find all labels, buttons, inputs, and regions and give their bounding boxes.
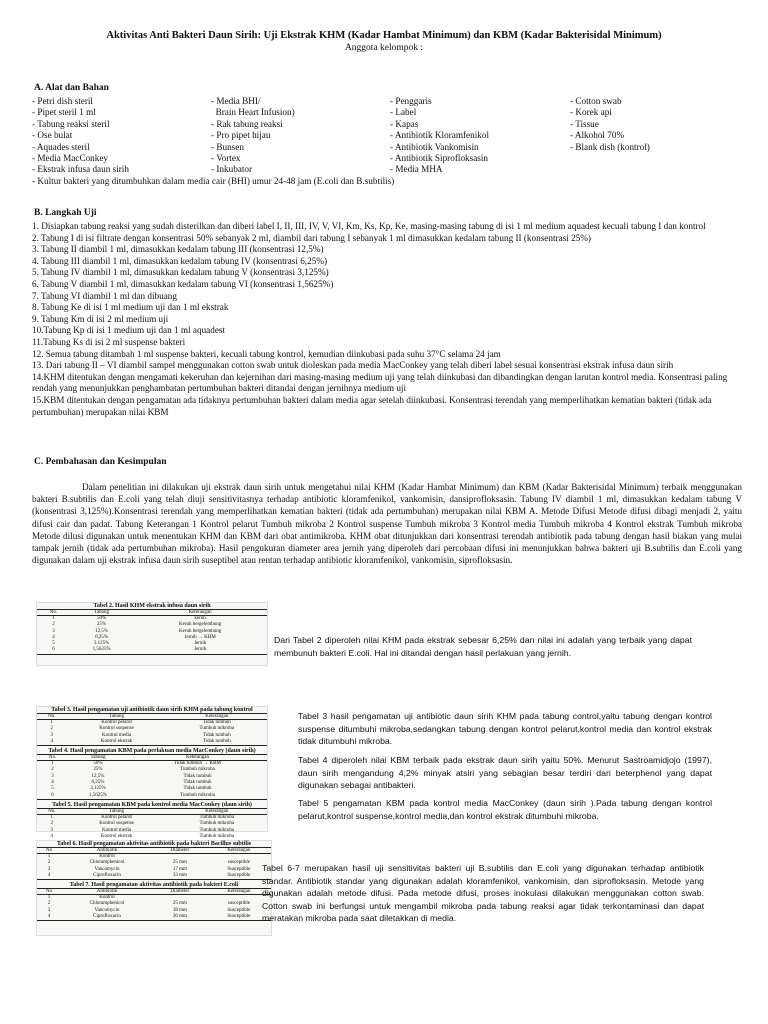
table-cell: Tidak tumbuh bbox=[183, 786, 212, 792]
step-item: 13. Dari tabung II – VI diambil sampel menggunakan cotton swab untuk dioleskan pada media MacConkey yang telah diberi label sesuai konsentrasi ekstrak infusa daun sirih bbox=[32, 360, 674, 371]
table-cell: Kontrol media bbox=[102, 827, 132, 833]
table-cell: 6,25% bbox=[91, 780, 105, 786]
tables-6-7-image bbox=[36, 840, 272, 936]
table-cell bbox=[153, 854, 207, 861]
table-cell: Jernih bbox=[133, 647, 267, 654]
step-item: 11.Tabung Ks di isi 2 ml suspense bakteri bbox=[32, 336, 186, 347]
table-header-cell: Tabung bbox=[70, 610, 133, 616]
table-row bbox=[37, 873, 271, 880]
tools-row bbox=[32, 142, 752, 153]
table-cell: Kontrol bbox=[99, 895, 115, 901]
table-cell: 4 bbox=[37, 739, 67, 746]
table-header-cell: Keterangan bbox=[128, 755, 267, 761]
table-cell bbox=[207, 854, 271, 861]
table-row bbox=[37, 793, 267, 800]
table-cell: 2 bbox=[50, 821, 53, 827]
tool-item: - Aquades steril bbox=[32, 141, 90, 152]
table-cell: Kontrol ekstrak bbox=[67, 834, 167, 841]
tool-item: - Antibiotik Kloramfenikol bbox=[390, 130, 490, 141]
tools-and-materials-list bbox=[32, 96, 752, 187]
tools-row bbox=[32, 153, 752, 164]
tool-item: - Inkubator bbox=[211, 164, 253, 175]
table-cell: Tumbuh mikroba bbox=[180, 767, 215, 773]
step-item: 12. Semua tabung ditambah 1 ml suspense bakteri, kecuali tabung kontrol, kemudian diinkubasi pada suhu 37°C selama 24 jam bbox=[32, 348, 501, 359]
table-cell: Jernih bbox=[194, 641, 207, 647]
table-2-note: Dari Tabel 2 diperoleh nilai KHM pada ekstrak sebesar 6,25% dan nilai ini adalah yang terbaik yang dapat membunuh bakteri E.coli. Hal ini ditandai dengan hasil perlakuan yang jernih. bbox=[274, 635, 692, 658]
tool-item: - Ekstrak infusa daun sirih bbox=[32, 164, 129, 175]
step-item: 15.KBM ditentukan dengan pengamatan ada tidaknya pertumbuhan bakteri dalam media agar setelah diinkubasi. Konsentrasi terendah yang memperlihatkan kematian bakteri (tidak ada pertumbuhan) merupakan nilai KBM bbox=[32, 394, 712, 417]
table-header-cell: Antibiotik bbox=[61, 889, 153, 895]
table-cell: Susceptible bbox=[207, 914, 271, 921]
table-header-cell: No. bbox=[37, 808, 67, 814]
table-cell: 25% bbox=[96, 622, 107, 628]
table-header-cell: No bbox=[37, 848, 61, 854]
table-header-cell: Keterangan bbox=[167, 808, 267, 814]
step-item: 9. Tabung Km di isi 2 ml medium uji bbox=[32, 313, 169, 324]
table-2-caption: Tabel 2. Hasil KHM ekstrak infusa daun sirih bbox=[93, 603, 211, 609]
tool-item: - Bunsen bbox=[211, 141, 244, 152]
tool-item: - Vortex bbox=[211, 153, 241, 164]
table-cell: Tidak tumbuh bbox=[183, 773, 212, 779]
table-cell: Tumbuh mikroba bbox=[199, 726, 235, 732]
table-cell: 3 bbox=[50, 732, 53, 738]
table-cell: Kontrol bbox=[99, 854, 115, 859]
table-cell: keruh bbox=[194, 616, 206, 621]
group-label: Anggota kelompok : bbox=[344, 43, 424, 53]
table-cell: 17 mm bbox=[172, 866, 187, 872]
table-2-image bbox=[36, 602, 268, 666]
table-cell: susceptible bbox=[227, 860, 250, 866]
tool-item: - Cotton swab bbox=[570, 96, 622, 106]
table-cell: Keruh bergelembung bbox=[178, 628, 222, 634]
table-5-note: Tabel 5 pengamatan KBM pada kontrol media MacConkey (daun sirih ).Pada tabung dengan kontrol pelarut,kontrol suspense,kontrol media,dan kontrol ekstrak ditumbuhi mikroba. bbox=[298, 798, 712, 821]
table-cell: Vancomycin bbox=[94, 907, 120, 913]
table-7 bbox=[37, 888, 271, 921]
table-cell: Kontrol suspense bbox=[99, 726, 134, 732]
step-item: 2. Tabung I di isi filtrate dengan konsentrasi 50% sebanyak 2 ml, diambil dari tabung I sebanyak 1 ml dimasukkan kedalam tabung II (konsentrasi 25%) bbox=[32, 232, 591, 243]
table-cell: 3 bbox=[47, 866, 51, 872]
table-cell: 25 mm bbox=[172, 901, 187, 907]
table-2 bbox=[37, 609, 267, 655]
table-header-cell: Tabung bbox=[68, 755, 128, 761]
table-cell: Kontrol ekstrak bbox=[67, 739, 167, 746]
tool-item: - Media BHI/ bbox=[211, 96, 261, 106]
tool-item: - Antibiotik Siprofloksasin bbox=[390, 153, 489, 164]
step-item: 4. Tabung III diambil 1 ml, dimasukkan kedalam tabung IV (konsentrasi 6,25%) bbox=[32, 255, 327, 266]
document-title: Aktivitas Anti Bakteri Daun Sirih: Uji Ekstrak KHM (Kadar Hambat Minimum) dan KBM (Kadar Bakterisidal Minimum) bbox=[106, 30, 662, 41]
table-cell: 4 bbox=[37, 834, 67, 841]
table-cell: Chloramphenicol bbox=[89, 860, 125, 866]
table-cell: Susceptible bbox=[207, 873, 271, 880]
table-row bbox=[37, 739, 267, 746]
table-row bbox=[37, 895, 271, 902]
step-item: 8. Tabung Ke di isi 1 ml medium uji dan 1 ml ekstrak bbox=[32, 302, 229, 313]
table-header-cell: Keterangan bbox=[133, 610, 267, 616]
table-cell: Kontrol pelarut bbox=[101, 720, 132, 725]
table-cell: Ciprofloxacin bbox=[61, 873, 153, 880]
section-c-heading: C. Pembahasan dan Kesimpulan bbox=[34, 457, 167, 467]
table-cell: 4 bbox=[37, 873, 61, 880]
table-header-cell: Diameter bbox=[153, 889, 207, 895]
table-cell: 25% bbox=[93, 767, 103, 773]
tool-item: - Antibiotik Vankomisin bbox=[390, 141, 479, 152]
table-cell: 6,25% bbox=[95, 634, 109, 640]
tool-item: - Alkohol 70% bbox=[570, 130, 625, 141]
table-cell: 1 bbox=[47, 854, 51, 859]
table-row bbox=[37, 647, 267, 654]
table-3 bbox=[37, 713, 267, 746]
table-cell: 3 bbox=[47, 907, 51, 913]
tool-item: - Media MacConkey bbox=[32, 153, 109, 164]
table-cell: 30 mm bbox=[153, 914, 207, 921]
table-cell: Kontrol suspense bbox=[99, 821, 134, 827]
table-cell: 18 mm bbox=[172, 907, 187, 913]
discussion-paragraph: Dalam penelitian ini dilakukan uji ekstrak daun sirih untuk mengetahui nilai KHM (Kadar Hambat Minimum) dan KBM (Kadar Bakterisidal Minimum) terbaik menggunakan bakteri B.subtilis dan E.coli yang telah diuji sensitivitasnya terhadap antibiotic kloramfenikol, vankomisin, dansiprofloksasin. Tabung IV diambil 1 ml, dimasukkan kedalam tabung V (konsentrasi 3,125%).Konsentrasi terendah yang memperlihatkan kematian bakteri (tidak ada pertumbuhan) merupakan nilai KBM A. Metode Difusi Metode difusi dibagi menjadi 2, yaitu difusi cair dan padat. Tabung Keterangan 1 Kontrol pelarut Tumbuh mikroba 2 Kontrol suspense Tumbuh mikroba 3 Kontrol media Tumbuh mikroba 4 Kontrol ekstrak Tumbuh mikroba Metode dilusi digunakan untuk menentukan KHM dan KBM dari obat antimikroba. KHM obat ditunjukkan dari konsentrasi terendah antibiotik pada tabung dengan hasil biakan yang mulai tampak jernih (tidak ada pertumbuhan mikroba). Hasil pengukuran diameter area jernih yang diperoleh dari percobaan difusi ini menunjukkan bahwa bakteri uji B.subtilis dan E.coli yang digunakan dalam uji ekstrak infusa daun sirih suseptibel atau rentan terhadap antibiotic kloramfenikol, vankomisin, siprofloksasin. bbox=[32, 482, 742, 566]
table-header-cell: Tabung bbox=[67, 808, 167, 814]
table-row bbox=[37, 616, 267, 623]
table-cell: 5 bbox=[52, 641, 55, 647]
table-cell: Tumbuh mikroba bbox=[199, 827, 235, 833]
tool-item bbox=[570, 153, 750, 164]
table-row bbox=[37, 854, 271, 861]
tool-item: - Kapas bbox=[390, 118, 419, 129]
table-cell: 1 bbox=[47, 895, 51, 901]
table-row bbox=[37, 761, 267, 768]
step-item: 7. Tabung VI diambil 1 ml dan dibuang bbox=[32, 290, 177, 301]
tables-3-5-image bbox=[36, 706, 268, 839]
table-cell: Susceptible bbox=[227, 907, 251, 913]
table-header-cell: Diameter bbox=[153, 848, 207, 854]
table-cell: 3 bbox=[50, 827, 53, 833]
table-cell: Keruh bergelembung bbox=[178, 622, 222, 628]
table-cell: 2 bbox=[47, 901, 51, 907]
table-header-cell: Keterangan bbox=[207, 848, 271, 854]
table-4-note: Tabel 4 diperoleh nilai KBM terbaik pada ekstrak daun sirih yaitu 50%. Menurut Sastroamidjojo (1997), daun sirih mengandung 4,2% minyak atsiri yang sebagian besar terdiri dari beterphenol yang dapat digunakan sebagai antibakteri. bbox=[298, 755, 712, 791]
table-cell: 2 bbox=[51, 767, 54, 773]
table-cell: 1,5625% bbox=[70, 647, 133, 654]
table-cell: 3,125% bbox=[93, 641, 110, 647]
table-header-cell: Antibiotik bbox=[61, 848, 153, 854]
table-cell bbox=[153, 895, 207, 902]
tools-row bbox=[32, 119, 752, 130]
table-cell: 6 bbox=[37, 793, 68, 800]
table-header-cell: No bbox=[37, 889, 61, 895]
table-cell: 12,5% bbox=[91, 773, 105, 779]
tool-item-culture: - Kultur bakteri yang ditumbuhkan dalam media cair (BHI) umur 24-48 jam (E.coli dan B.subtilis) bbox=[32, 175, 395, 186]
table-cell: Kontrol media bbox=[102, 732, 132, 738]
table-cell: Vancomycin bbox=[94, 866, 120, 872]
tool-item: - Tabung reaksi steril bbox=[32, 118, 110, 129]
table-cell: 4 bbox=[37, 914, 61, 921]
table-cell: Tumbuh mikroba bbox=[167, 834, 267, 841]
table-cell: 4 bbox=[51, 780, 54, 786]
tool-item: Brain Heart Infusion) bbox=[211, 107, 295, 118]
table-cell: 50% bbox=[96, 616, 107, 621]
table-cell: 2 bbox=[47, 860, 51, 866]
table-cell: 1 bbox=[50, 814, 53, 820]
tools-row bbox=[32, 107, 752, 118]
table-3-caption: Tabel 3. Hasil pengamatan uji antibiotik daun sirih KHM pada tabung kontrol bbox=[51, 707, 253, 713]
table-row bbox=[37, 720, 267, 727]
step-item: 5. Tabung IV diambil 1 ml, dimasukkan kedalam tabung V (konsentrasi 3,125%) bbox=[32, 267, 329, 278]
table-cell: Tidak tumbuh bbox=[202, 720, 231, 725]
table-cell: susceptible bbox=[227, 901, 250, 907]
tools-row bbox=[32, 164, 752, 175]
table-header-cell: No. bbox=[37, 755, 68, 761]
table-cell: 12,5% bbox=[95, 628, 109, 634]
tool-item: - Penggaris bbox=[390, 96, 432, 106]
section-b-heading: B. Langkah Uji bbox=[34, 208, 97, 218]
table-row bbox=[37, 814, 267, 821]
table-cell: 1 bbox=[50, 720, 53, 725]
tool-item: - Pipet steril 1 ml bbox=[32, 107, 96, 118]
table-cell: 50% bbox=[93, 761, 103, 767]
tool-item: - Media MHA bbox=[390, 164, 443, 175]
table-cell: Tumbuh mikroba bbox=[199, 814, 235, 820]
tool-item bbox=[570, 164, 750, 175]
table-7-caption: Tabel 7. Hasil pengamatan aktivitas antibiotik pada bakteri E.coli bbox=[69, 882, 239, 889]
table-6-caption: Tabel 6. Hasil pengamatan aktivitas antibiotik pada bakteri Bacillus subtilis bbox=[56, 841, 252, 847]
tool-item: - Tissue bbox=[570, 118, 599, 129]
step-item: 14.KHM ditentukan dengan mengamati kekeruhan dan kejernihan dari masing-masing medium uji yang telah diinkubasi dan dibandingkan dengan larutan kontrol media. Konsentrasi paling rendah yang menunjukkan penghambatan pertumbuhan bakteri ditandai dengan jernihnya medium uji bbox=[32, 371, 728, 394]
tool-item: - Ose bulat bbox=[32, 130, 73, 141]
table-cell: Tidak tumbuh bbox=[183, 780, 212, 786]
table-header-cell: No. bbox=[37, 610, 70, 616]
table-cell: 33 mm bbox=[153, 873, 207, 880]
table-cell: 5 bbox=[51, 786, 54, 792]
tool-item: - Rak tabung reaksi bbox=[211, 118, 283, 129]
table-cell: Susceptible bbox=[227, 866, 251, 872]
table-cell: Chloramphenicol bbox=[89, 901, 125, 907]
table-cell: Tumbuh mikroba bbox=[128, 793, 267, 800]
table-cell: 3,125% bbox=[90, 786, 106, 792]
step-item: 3. Tabung II diambil 1 ml, dimasukkan kedalam tabung III (konsentrasi 12,5%) bbox=[32, 244, 324, 255]
tools-row bbox=[32, 96, 752, 107]
table-cell: 6 bbox=[37, 647, 70, 654]
table-cell: Kontrol pelarut bbox=[101, 814, 132, 820]
table-cell: 2 bbox=[50, 726, 53, 732]
table-cell: 1 bbox=[51, 761, 54, 767]
step-item: 1. Disiapkan tabung reaksi yang sudah disterilkan dan diberi label I, II, III, IV, V, VI, Km, Ks, Kp, Ke, masing-masing tabung di isi 1 ml medium aquadest kecuali tabung I dan kontrol bbox=[32, 221, 706, 231]
table-cell: Tidak tumbuh bbox=[202, 732, 231, 738]
tool-item: - Korek api bbox=[570, 107, 612, 118]
tool-item: - Pro pipet hijau bbox=[211, 130, 271, 141]
table-cell: Jernih → KHM bbox=[184, 634, 216, 640]
table-6 bbox=[37, 847, 271, 880]
tools-row bbox=[32, 130, 752, 141]
table-cell: 25 mm bbox=[172, 860, 187, 866]
table-cell: 1,5625% bbox=[68, 793, 128, 800]
table-3-note: Tabel 3 hasil pengamatan uji antibiotic daun sirih KHM pada tabung control,yaitu tabung dengan kontrol suspense ditumbuhi mikroba,sedangkan tabung dengan kontrol pelarut,kontrol media dan kontrol ekstrak tidak ditumbuhi mikroba. bbox=[298, 711, 712, 747]
table-row bbox=[37, 914, 271, 921]
table-cell: 3 bbox=[52, 628, 55, 634]
table-6-7-note: Tabel 6-7 merupakan hasil uji sensitivitas bakteri uji B.subtilis dan E.coli yang digunakan terhadap antibiotik standar. Antibiotik standar yang digunakan adalah kloramfenikol, vankomisin, dan siprofloksasin. Metode yang digunakan adalah metode difusi. Pada metode difusi, proses inokulasi dilakukan menggunakan cotton swab. Cotton swab ini berfungsi untuk mengambil mikroba pada tabung reaksi agar tidak terkontaminasi dan dapat meratakan mikroba pada saat diletakkan di media. bbox=[262, 863, 704, 924]
tool-item: - Blank dish (kontrol) bbox=[570, 141, 650, 152]
step-item: 10.Tabung Kp di isi 1 medium uji dan 1 ml aquadest bbox=[32, 325, 226, 336]
table-cell: Tidak tumbuh → KBM bbox=[174, 761, 221, 767]
table-header-cell: No. bbox=[37, 714, 67, 720]
table-cell: 2 bbox=[52, 622, 55, 628]
step-item: 6. Tabung V diambil 1 ml, dimasukkan kedalam tabung VI (konsentrasi 1,5625%) bbox=[32, 278, 334, 289]
table-cell: Tumbuh mikroba bbox=[199, 821, 235, 827]
table-cell: Ciprofloxacin bbox=[61, 914, 153, 921]
table-cell: 3 bbox=[51, 773, 54, 779]
table-header-cell: Keterangan bbox=[167, 714, 267, 720]
table-5-caption: Tabel 5. Hasil pengamatan KBM pada kontrol media MacConkey (daun sirih) bbox=[52, 801, 252, 808]
table-cell: 4 bbox=[52, 634, 55, 640]
table-cell: 1 bbox=[52, 616, 55, 621]
tool-item: - Label bbox=[390, 107, 417, 118]
table-header-cell: Keterangan bbox=[207, 889, 271, 895]
table-cell: Tidak tumbuh bbox=[167, 739, 267, 746]
table-header-cell: Tabung bbox=[67, 714, 167, 720]
tool-item: - Petri dish steril bbox=[32, 96, 93, 106]
table-5 bbox=[37, 808, 267, 841]
test-steps-list bbox=[32, 221, 742, 418]
section-a-heading: A. Alat dan Bahan bbox=[34, 83, 109, 93]
table-4-caption: Tabel 4. Hasil pengamatan KBM pada perlakuan media MacConkey (daun sirih) bbox=[48, 748, 256, 755]
table-4 bbox=[37, 754, 267, 800]
